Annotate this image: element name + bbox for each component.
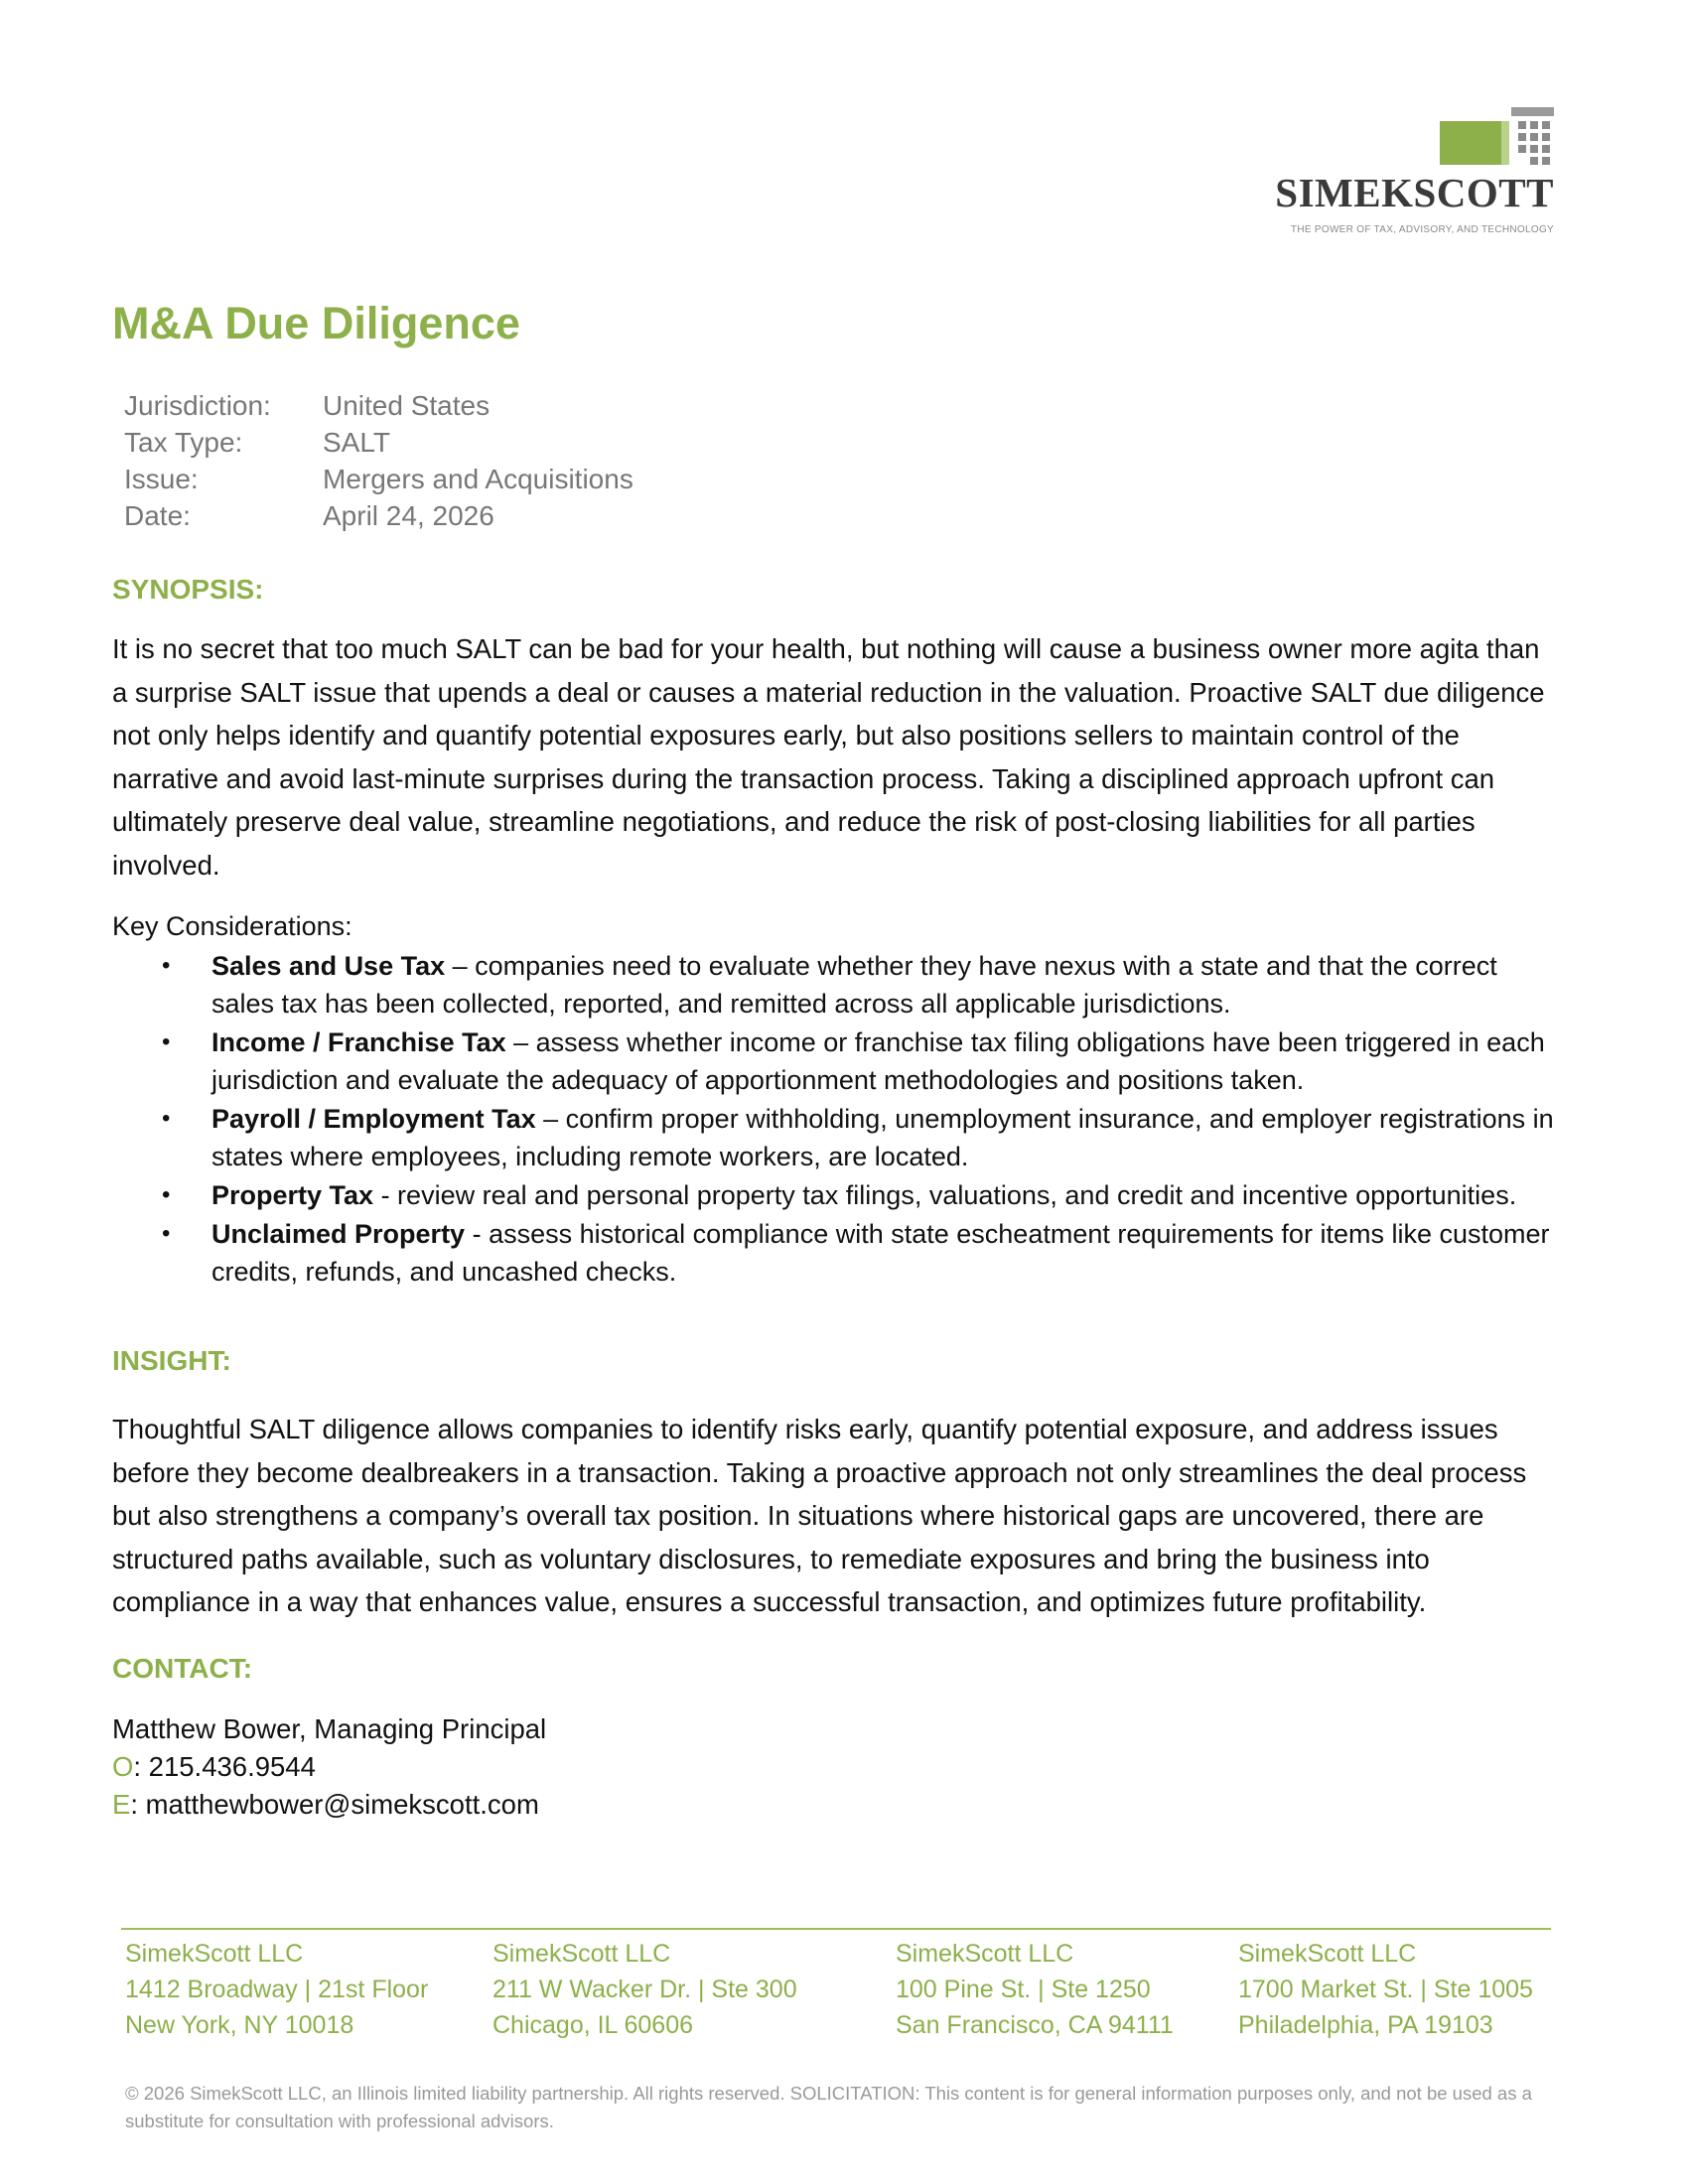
list-item: [154, 1024, 1564, 1099]
contact-email-row[interactable]: [112, 1786, 546, 1824]
logo-wordmark: SIMEKSCOTT: [1275, 170, 1554, 215]
bullet-text: - assess historical compliance with state escheatment requirements for items like customer credits, refunds, and uncashed checks.: [211, 1219, 1550, 1287]
bullet-icon: •: [162, 1181, 171, 1208]
contact-heading: CONTACT:: [112, 1653, 253, 1684]
email-label: E: [112, 1789, 131, 1820]
bullet-icon: •: [162, 1105, 171, 1132]
bullet-icon: •: [162, 1220, 171, 1247]
bullet-text: – companies need to evaluate whether they have nexus with a state and that the correct sales tax has been collected, reported, and remitted across all applicable jurisdictions.: [211, 951, 1497, 1019]
key-considerations-label: Key Considerations:: [112, 911, 352, 941]
logo-tagline: THE POWER OF TAX, ADVISORY, AND TECHNOLOGY: [1290, 224, 1554, 235]
office-firm: SimekScott LLC: [125, 1940, 304, 1968]
office-addresses: [121, 1936, 1571, 2045]
meta-value: United States: [323, 390, 491, 421]
office-new-york: [125, 1936, 428, 2043]
list-item: [154, 1100, 1564, 1175]
meta-row-tax-type: [124, 424, 633, 461]
meta-row-jurisdiction: [124, 387, 633, 424]
office-street: 100 Pine St. | Ste 1250: [896, 1976, 1151, 2003]
meta-key: Issue:: [124, 464, 199, 494]
key-considerations-list: [154, 947, 1564, 1292]
contact-name: Matthew Bower, Managing Principal: [112, 1713, 547, 1744]
document-metadata: [124, 387, 633, 534]
contact-phone-row: [112, 1748, 546, 1786]
meta-key: Tax Type:: [124, 427, 243, 458]
list-item: [154, 1176, 1564, 1214]
list-item: [154, 947, 1564, 1023]
meta-value: Mergers and Acquisitions: [323, 464, 633, 494]
bullet-icon: •: [162, 952, 171, 979]
bullet-text: – assess whether income or franchise tax filing obligations have been triggered in each jurisdiction and evaluate the adequacy of apportionment methodologies and positions taken.: [211, 1027, 1545, 1095]
office-street: 1700 Market St. | Ste 1005: [1238, 1976, 1533, 2003]
office-street: 211 W Wacker Dr. | Ste 300: [492, 1976, 797, 2003]
office-philadelphia: [1238, 1936, 1533, 2043]
insight-heading: INSIGHT:: [112, 1345, 231, 1376]
bullet-icon: •: [162, 1028, 171, 1055]
legal-disclaimer: © 2026 SimekScott LLC, an Illinois limited liability partnership. All rights reserved. SOLICITATION: This content is for general information purposes only, and not be used as a substitute for consultation with professional advisors.: [125, 2083, 1532, 2131]
contact-email[interactable]: : matthewbower@simekscott.com: [130, 1789, 539, 1820]
contact-block: [112, 1710, 546, 1824]
office-firm: SimekScott LLC: [896, 1940, 1074, 1968]
insight-paragraph: Thoughtful SALT diligence allows companies to identify risks early, quantify potential exposure, and address issues before they become dealbreakers in a transaction. Taking a proactive approach not only streamlines the deal process but also strengthens a company’s overall tax position. In situations where historical gaps are uncovered, there are structured paths available, such as voluntary disclosures, to remediate exposures and bring the business into compliance in a way that enhances value, ensures a successful transaction, and optimizes future profitability.: [112, 1414, 1527, 1617]
office-san-francisco: [896, 1936, 1174, 2043]
bullet-term: Income / Franchise Tax: [211, 1027, 506, 1057]
office-city: San Francisco, CA 94111: [896, 2011, 1174, 2039]
list-item: [154, 1215, 1564, 1291]
contact-phone: : 215.436.9544: [133, 1751, 316, 1782]
phone-label: O: [112, 1751, 134, 1782]
meta-value: SALT: [323, 427, 390, 458]
meta-row-date: [124, 497, 633, 534]
page-title: M&A Due Diligence: [112, 298, 520, 348]
meta-row-issue: [124, 461, 633, 497]
office-street: 1412 Broadway | 21st Floor: [125, 1976, 429, 2003]
office-firm: SimekScott LLC: [492, 1940, 671, 1968]
office-city: Chicago, IL 60606: [492, 2011, 694, 2039]
synopsis-heading: SYNOPSIS:: [112, 574, 264, 605]
office-firm: SimekScott LLC: [1238, 1940, 1417, 1968]
bullet-text: – confirm proper withholding, unemployment insurance, and employer registrations in states where employees, including remote workers, are located.: [211, 1104, 1554, 1171]
footer-divider: [121, 1928, 1551, 1930]
meta-key: Date:: [124, 500, 191, 531]
company-logo: [1271, 107, 1554, 241]
bullet-text: - review real and personal property tax filings, valuations, and credit and incentive opportunities.: [373, 1180, 1517, 1210]
meta-key: Jurisdiction:: [124, 390, 271, 421]
office-city: New York, NY 10018: [125, 2011, 354, 2039]
bullet-term: Sales and Use Tax: [211, 951, 446, 981]
synopsis-paragraph: It is no secret that too much SALT can be bad for your health, but nothing will cause a business owner more agita than a surprise SALT issue that upends a deal or causes a material reduction in the valuation. Proactive SALT due diligence not only helps identify and quantify potential exposures early, but also positions sellers to maintain control of the narrative and avoid last-minute surprises during the transaction process. Taking a disciplined approach upfront can ultimately preserve deal value, streamline negotiations, and reduce the risk of post-closing liabilities for all parties involved.: [112, 633, 1545, 881]
meta-value: April 24, 2026: [323, 500, 494, 531]
bullet-term: Unclaimed Property: [211, 1219, 466, 1249]
office-city: Philadelphia, PA 19103: [1238, 2011, 1493, 2039]
logo-mark-icon: [1440, 107, 1554, 165]
office-chicago: [492, 1936, 797, 2043]
bullet-term: Property Tax: [211, 1180, 374, 1210]
bullet-term: Payroll / Employment Tax: [211, 1104, 536, 1134]
